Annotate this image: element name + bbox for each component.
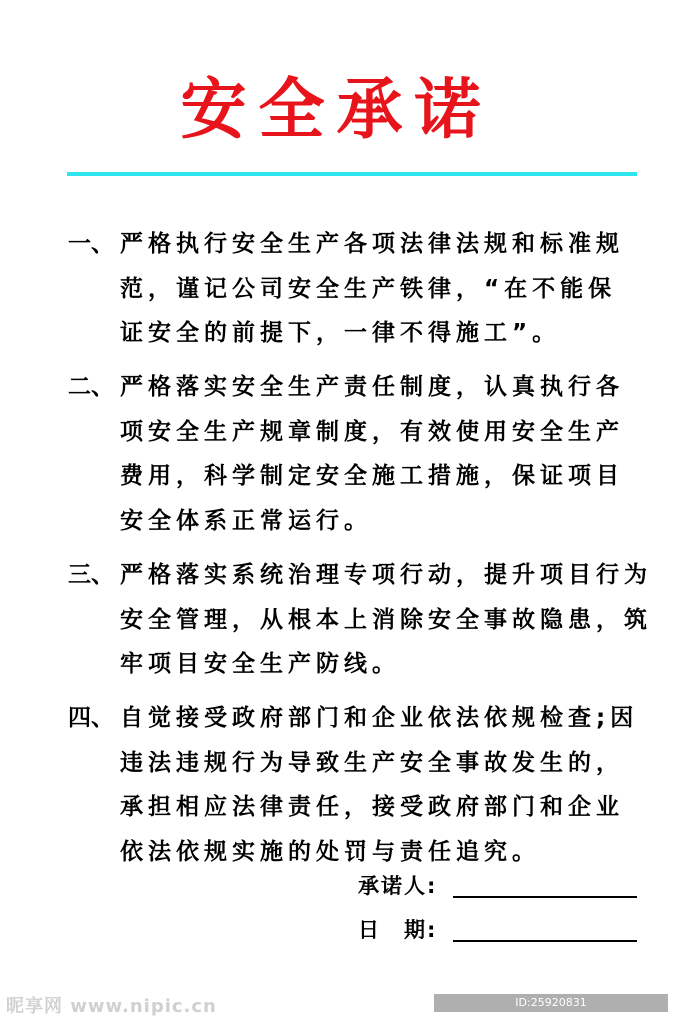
item-line: 范，谨记公司安全生产铁律，“在不能保 (120, 275, 617, 302)
commitment-list (68, 222, 652, 875)
item-line: 安全管理，从根本上消除安全事故隐患，筑 (120, 606, 652, 633)
item-line: 依法依规实施的处罚与责任追究。 (120, 838, 540, 865)
page-title: 安全承诺 (180, 71, 493, 148)
date-label: 日 期: (358, 918, 438, 942)
list-item (68, 365, 648, 544)
item-line: 违法违规行为导致生产安全事故发生的， (120, 749, 624, 776)
item-line: 严格落实安全生产责任制度，认真执行各 (120, 374, 624, 401)
item-line: 费用，科学制定安全施工措施，保证项目 (120, 463, 624, 490)
list-item (68, 696, 648, 875)
item-line: 严格执行安全生产各项法律法规和标准规 (120, 231, 624, 257)
list-item (68, 553, 652, 687)
watermark-logo: 昵享网 www.nipic.cn (6, 996, 217, 1017)
item-number: 二、 (68, 374, 114, 401)
item-line: 严格落实系统治理专项行动，提升项目行为 (120, 561, 652, 588)
watermark-id: ID:25920831 NO:20200701093451790594 (434, 994, 668, 1012)
date-signature-line[interactable] (453, 940, 637, 942)
promisor-label: 承诺人: (358, 874, 438, 898)
item-line: 牢项目安全生产防线。 (120, 651, 400, 678)
date-row (358, 910, 648, 950)
promisor-signature-line[interactable] (453, 896, 637, 898)
title-divider (67, 172, 637, 176)
list-item (68, 222, 648, 356)
item-number: 四、 (68, 704, 114, 731)
item-line: 证安全的前提下，一律不得施工”。 (120, 320, 561, 347)
item-line: 承担相应法律责任，接受政府部门和企业 (120, 794, 624, 821)
item-line: 项安全生产规章制度，有效使用安全生产 (120, 418, 624, 445)
item-line: 安全体系正常运行。 (120, 508, 372, 535)
promisor-row (358, 866, 648, 906)
item-number: 三、 (68, 561, 114, 588)
item-line: 自觉接受政府部门和企业依法依规检查;因 (120, 704, 639, 731)
item-number: 一、 (68, 231, 114, 257)
